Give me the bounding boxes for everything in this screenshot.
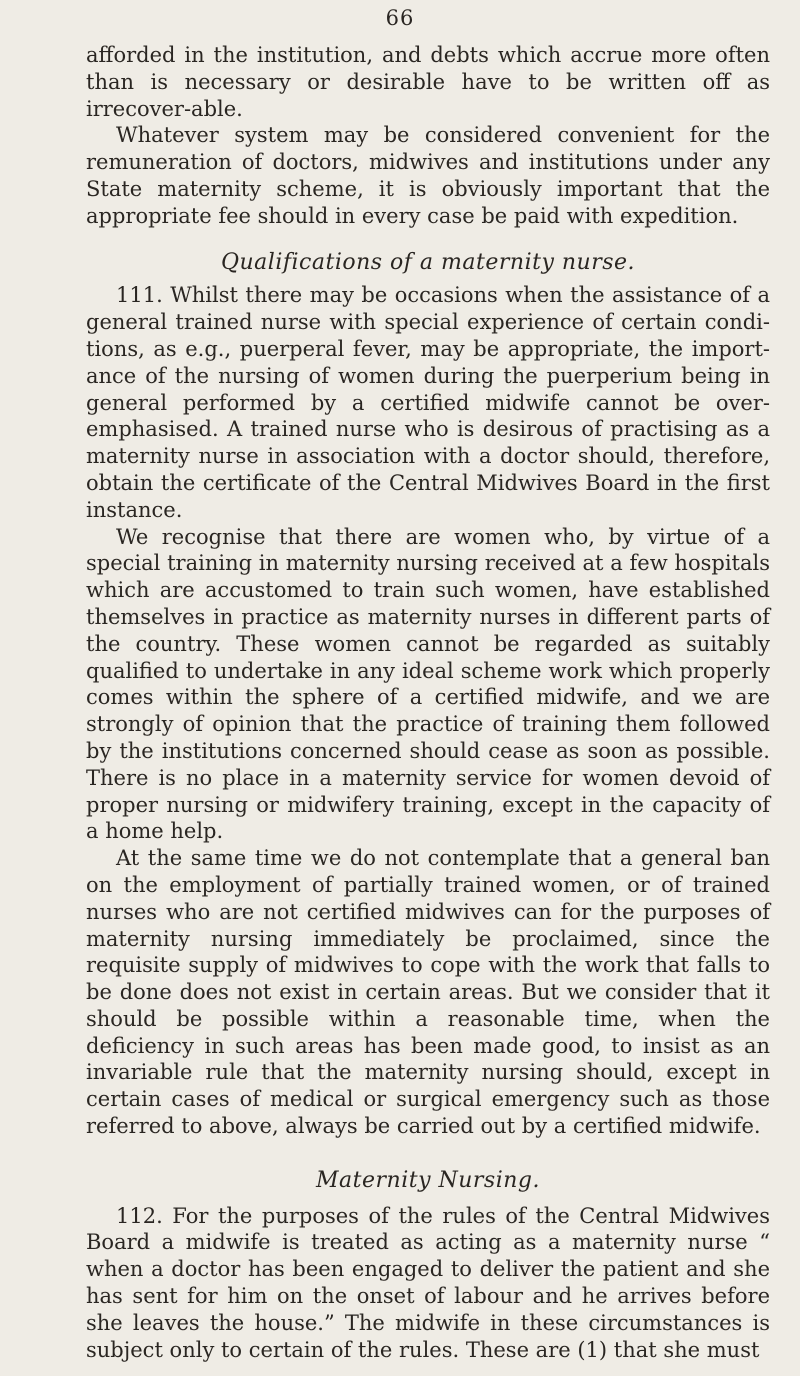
paragraph-111: 111. Whilst there may be occasions when the assistance of a general trained nurse with special experience of certain condi-tions, as e.g., puerperal fever, may be appropriate, the import-ance of the nursing of women during the puerperium being in general performed by a certified midwife cannot be over-emphasised. A trained nurse who is desirous of practising as a maternity nurse in association with a doctor should, therefore, obtain the certificate of the Central Midwives Board in the first instance. [86,283,770,522]
paragraph-recognise: We recognise that there are women who, by virtue of a special training in maternity nursing received at a few hospitals which are accustomed to train such women, have established themselves in practice as maternity nurses in different parts of the country. These women cannot be regarded as suitably qualified to undertake in any ideal scheme work which properly comes within the sphere of a certified midwife, and we are strongly of opinion that the practice of training them followed by the institutions concerned should cease as soon as possible. There is no place in a maternity service for women devoid of proper nursing or midwifery training, except in the capacity of a home help. [86,524,770,844]
page-number: 66 [385,6,415,30]
paragraph-remuneration: Whatever system may be considered convenient for the remuneration of doctors, midwives and institutions under any State maternity scheme, it is obviously important that the appropriate fee should in every case be paid with expedition. [86,123,770,228]
paragraph-112: 112. For the purposes of the rules of the Central Midwives Board a midwife is treated as acting as a maternity nurse “ when a doctor has been engaged to deliver the patient and she has sent for him on the onset of labour and he arrives before she leaves the house.” The midwife in these circumstances is subject only to certain of the rules. These are (1) that she must [86,1203,770,1362]
paragraph-continuation: afforded in the institution, and debts which accrue more often than is necessary or desirable have to be written off as irrecover-able. [86,43,770,121]
section-heading-maternity-nursing: Maternity Nursing. [316,1167,540,1193]
body-text [86,42,770,1363]
paragraph-same-time: At the same time we do not contemplate that a general ban on the employment of partially trained women, or of trained nurses who are not certified midwives can for the purposes of maternity nursing immediately be proclaimed, since the requisite supply of midwives to cope with the work that falls to be done does not exist in certain areas. But we consider that it should be possible within a reasonable time, when the deficiency in such areas has been made good, to insist as an invariable rule that the maternity nursing should, except in certain cases of medical or surgical emergency such as those referred to above, always be carried out by a certified midwife. [86,846,770,1139]
section-heading-qualifications: Qualifications of a maternity nurse. [220,249,636,275]
